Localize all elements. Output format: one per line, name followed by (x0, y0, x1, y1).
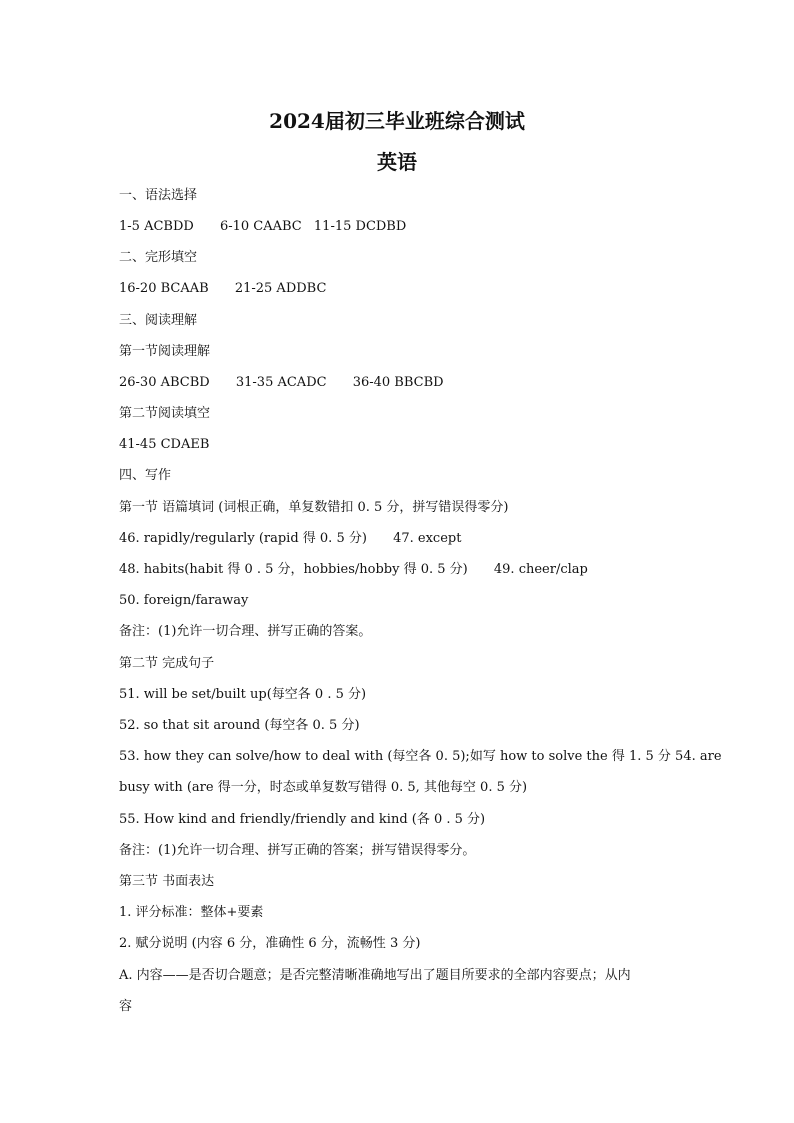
answer-51: 51. will be set/built up(每空各 0 . 5 分) (119, 687, 367, 702)
answer-group: 31-35 ACADC (235, 375, 327, 390)
subject-title: 英语 (377, 150, 417, 174)
rubric-2: 2. 赋分说明 (内容 6 分，准确性 6 分，流畅性 3 分) (119, 936, 421, 951)
answer-group: 16-20 BCAAB (119, 281, 209, 296)
cloze-answers (119, 280, 326, 298)
section-grammar: 一、语法选择 (119, 188, 198, 203)
reading-answers (119, 374, 444, 392)
answer-group: 11-15 DCDBD (313, 219, 407, 234)
answer-group: 6-10 CAABC (219, 219, 302, 234)
answer-group: 1-5 ACBDD (119, 219, 194, 234)
grammar-answers (119, 218, 406, 236)
answer-53: 53. how they can solve/how to deal with (每空各 0. 5);如写 how to solve the 得 1. 5 分 54. are (119, 749, 722, 764)
note-2: 备注：(1)允许一切合理、拼写正确的答案；拼写错误得零分。 (119, 843, 476, 858)
note-1: 备注：(1)允许一切合理、拼写正确的答案。 (119, 624, 372, 639)
reading-part1-heading: 第一节阅读理解 (119, 344, 211, 359)
answer-52: 52. so that sit around (每空各 0. 5 分) (119, 718, 360, 733)
answer-group: 21-25 ADDBC (234, 281, 327, 296)
section-writing: 四、写作 (119, 468, 172, 483)
rubric-a: A. 内容——是否切合题意；是否完整清晰准确地写出了题目所要求的全部内容要点；从内 (119, 968, 631, 983)
section-reading: 三、阅读理解 (119, 313, 198, 328)
answer-49: 49. cheer/clap (493, 562, 588, 577)
answer-54: busy with (are 得一分，时态或单复数写错得 0. 5, 其他每空 0. 5 分) (119, 780, 528, 795)
answer-group: 26-30 ABCBD (119, 375, 210, 390)
answer-50: 50. foreign/faraway (119, 593, 249, 608)
reading-part2-heading: 第二节阅读填空 (119, 406, 211, 421)
page-title: 2024届初三毕业班综合测试 (269, 109, 525, 133)
reading-fill-answers: 41-45 CDAEB (119, 437, 210, 452)
answer-row-48-49 (119, 561, 588, 579)
answer-group: 36-40 BBCBD (352, 375, 444, 390)
writing-part1-heading: 第一节 语篇填词 (词根正确，单复数错扣 0. 5 分，拼写错误得零分) (119, 500, 509, 515)
answer-48: 48. habits(habit 得 0 . 5 分，hobbies/hobby 得 0. 5 分) (119, 562, 468, 577)
rubric-a-cont: 容 (119, 999, 133, 1014)
answer-47: 47. except (393, 531, 462, 546)
answer-row-46-47 (119, 530, 461, 548)
writing-part2-heading: 第二节 完成句子 (119, 656, 215, 671)
writing-part3-heading: 第三节 书面表达 (119, 874, 215, 889)
section-cloze: 二、完形填空 (119, 250, 198, 265)
answer-55: 55. How kind and friendly/friendly and kind (各 0 . 5 分) (119, 812, 486, 827)
answer-46: 46. rapidly/regularly (rapid 得 0. 5 分) (119, 531, 367, 546)
rubric-1: 1. 评分标准：整体+要素 (119, 905, 264, 920)
